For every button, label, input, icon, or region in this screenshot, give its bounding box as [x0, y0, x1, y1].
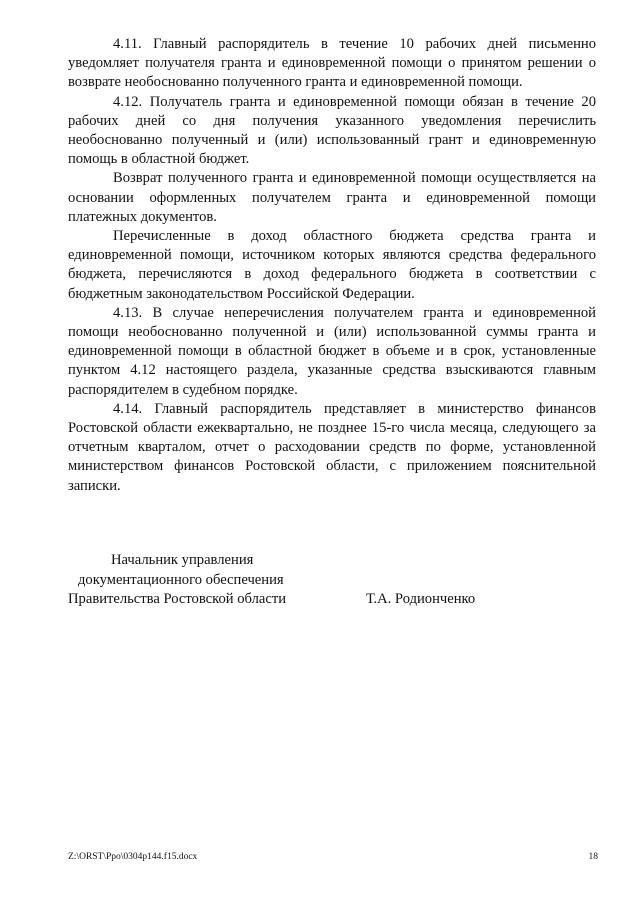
- document-body: [68, 35, 596, 496]
- page-number: 18: [588, 852, 598, 862]
- paragraph-4-13: 4.13. В случае неперечисления получателем гранта и единовременной помощи необоснованно полученной и (или) использованной суммы гранта и единовременной помощи в областной бюджет в объеме и в срок, установленные пунктом 4.12 настоящего раздела, указанные средства взыскиваются главным распорядителем в судебном порядке.: [68, 304, 596, 398]
- signatory-name: Т.А. Родионченко: [366, 591, 476, 607]
- signature-title-line-1: Начальник управления: [111, 552, 254, 568]
- paragraph-4-12: 4.12. Получатель гранта и единовременной помощи обязан в течение 20 рабочих дней со дня получения указанного уведомления перечислить необоснованно полученный и (или) использованный грант и единовременную помощь в областной бюджет.: [68, 93, 596, 168]
- paragraph-4-11: 4.11. Главный распорядитель в течение 10 рабочих дней письменно уведомляет получателя гранта и единовременной помощи о принятом решении о возврате необоснованно полученного гранта и единовременной помощи.: [68, 36, 596, 91]
- paragraph-refund-basis: Возврат полученного гранта и единовременной помощи осуществляется на основании оформленных получателем гранта и единовременной помощи платежных документов.: [68, 170, 596, 225]
- paragraph-federal-funds: Перечисленные в доход областного бюджета средства гранта и единовременной помощи, источником которых являются средства федерального бюджета, перечисляются в доход федерального бюджета в соответствии с бюджетным законодательством Российской Федерации.: [68, 228, 596, 302]
- paragraph-4-14: 4.14. Главный распорядитель представляет в министерство финансов Ростовской области ежеквартально, не позднее 15-го числа месяца, следующего за отчетным кварталом, отчет о расходовании средств по форме, установленной министерством финансов Ростовской области, с приложением пояснительной записки.: [68, 400, 596, 494]
- signature-block: [68, 551, 596, 610]
- signature-title-line-2: документационного обеспечения: [78, 571, 284, 588]
- signature-title-line-3: Правительства Ростовской области: [68, 591, 287, 607]
- footer-file-path: Z:\ORST\Ppo\0304p144.f15.docx: [68, 852, 198, 862]
